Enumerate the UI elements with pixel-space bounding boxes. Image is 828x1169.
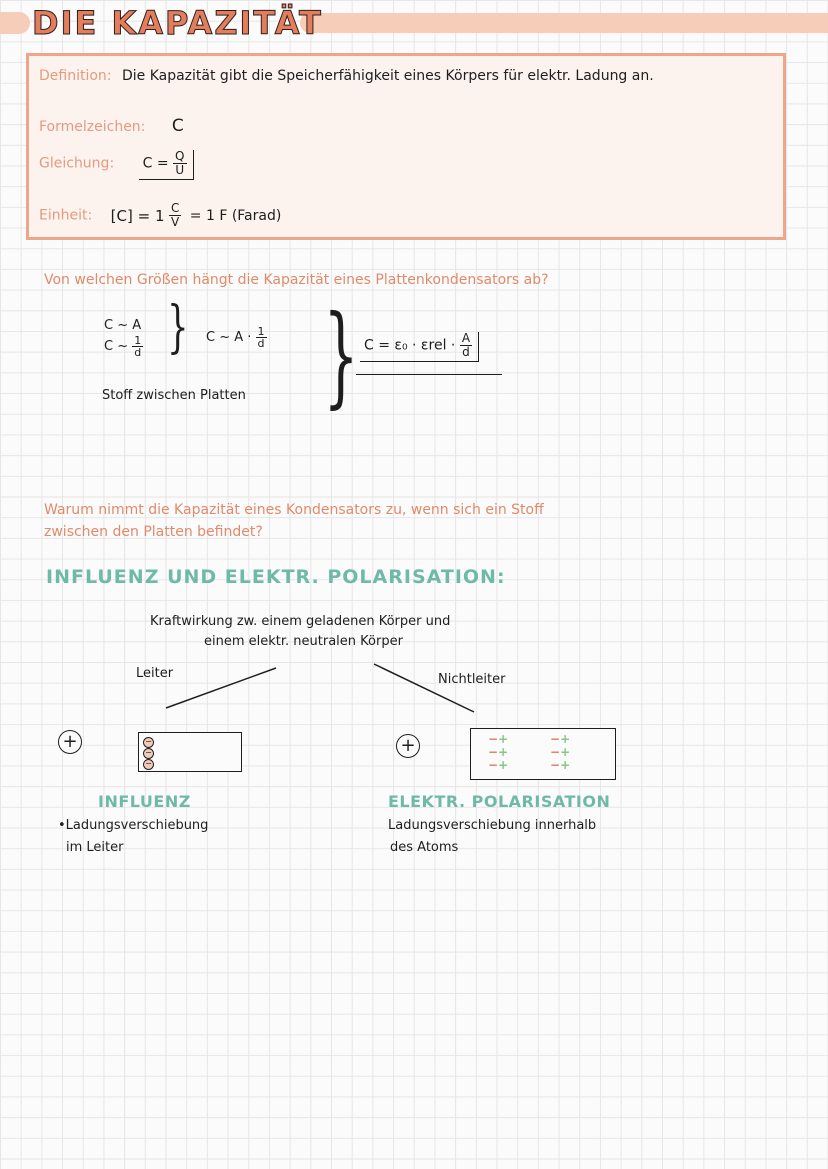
equation-lhs: C = [142, 155, 169, 172]
dielectric-question-line1: Warum nimmt die Kapazität eines Kondensators zu, wenn sich ein Stoff [44, 502, 544, 518]
dielectric-question-line2: zwischen den Platten befindet? [44, 524, 263, 540]
proportional-area: C ~ A [104, 318, 142, 333]
equation-label: Gleichung: [39, 155, 115, 172]
combined-numerator: 1 [257, 325, 265, 338]
equation-numerator: Q [175, 149, 185, 163]
unit-rhs: = 1 F (Farad) [189, 207, 282, 224]
unit-denominator: V [171, 215, 180, 229]
polarisation-line2: des Atoms [390, 840, 459, 855]
combined-denominator: d [257, 337, 265, 350]
dipole-minus: − [550, 732, 561, 746]
electron-icon: − [143, 748, 154, 759]
dipole-plus: + [498, 758, 509, 772]
formula-numerator: A [461, 331, 471, 345]
dipole-plus: + [560, 732, 571, 746]
page-title: DIE KAPAZITÄT [32, 4, 323, 42]
symbol-value: C [171, 116, 184, 136]
dipole-plus: + [498, 745, 509, 759]
unit-label: Einheit: [39, 207, 93, 224]
branch-line-left [166, 668, 276, 708]
dipole-minus: − [488, 758, 499, 772]
force-text-line2: einem elektr. neutralen Körper [204, 634, 403, 649]
positive-charge-icon: + [396, 734, 420, 758]
big-brace: } [323, 291, 359, 419]
small-brace: } [167, 295, 189, 360]
dipole-minus: − [488, 732, 499, 746]
formula-lhs: C = ε₀ · εrel · [364, 337, 456, 354]
influence-line2: im Leiter [66, 840, 124, 855]
dipole-plus: + [560, 745, 571, 759]
definition-label: Definition: [39, 68, 112, 84]
prop2-lhs: C ~ [104, 339, 129, 354]
definition-text: Die Kapazität gibt die Speicherfähigkeit eines Körpers für elektr. Ladung an. [121, 68, 654, 84]
dipole-plus: + [560, 758, 571, 772]
dipole-plus: + [498, 732, 509, 746]
influence-title: INFLUENZ [98, 792, 191, 811]
branch-label-conductor: Leiter [136, 666, 174, 681]
prop2-denominator: d [134, 346, 142, 359]
branch-line-right [374, 664, 474, 712]
positive-charge-icon: + [58, 730, 82, 754]
unit-numerator: C [170, 201, 180, 215]
dipole-group-left [488, 733, 508, 772]
polarisation-line1: Ladungsverschiebung innerhalb [388, 818, 597, 833]
dipole-minus: − [550, 758, 561, 772]
dipole-minus: − [550, 745, 561, 759]
material-text: Stoff zwischen Platten [102, 388, 246, 403]
electron-icon: − [143, 737, 154, 748]
symbol-label: Formelzeichen: [39, 119, 146, 135]
branch-label-insulator: Nichtleiter [438, 672, 506, 687]
prop2-numerator: 1 [134, 334, 142, 347]
equation-denominator: U [175, 163, 185, 177]
influence-polarisation-heading: INFLUENZ UND ELEKTR. POLARISATION: [46, 566, 506, 588]
formula-denominator: d [462, 345, 470, 359]
plate-question: Von welchen Größen hängt die Kapazität eines Plattenkondensators ab? [44, 272, 549, 288]
influence-line1: •Ladungsverschiebung [58, 818, 209, 833]
electron-icon: − [143, 759, 154, 770]
polarisation-title: ELEKTR. POLARISATION [388, 792, 611, 811]
combined-lhs: C ~ A · [206, 330, 252, 345]
dipole-minus: − [488, 745, 499, 759]
dipole-group-right [550, 733, 570, 772]
force-text-line1: Kraftwirkung zw. einem geladenen Körper und [150, 614, 451, 629]
unit-lhs: [C] = 1 [110, 206, 165, 225]
